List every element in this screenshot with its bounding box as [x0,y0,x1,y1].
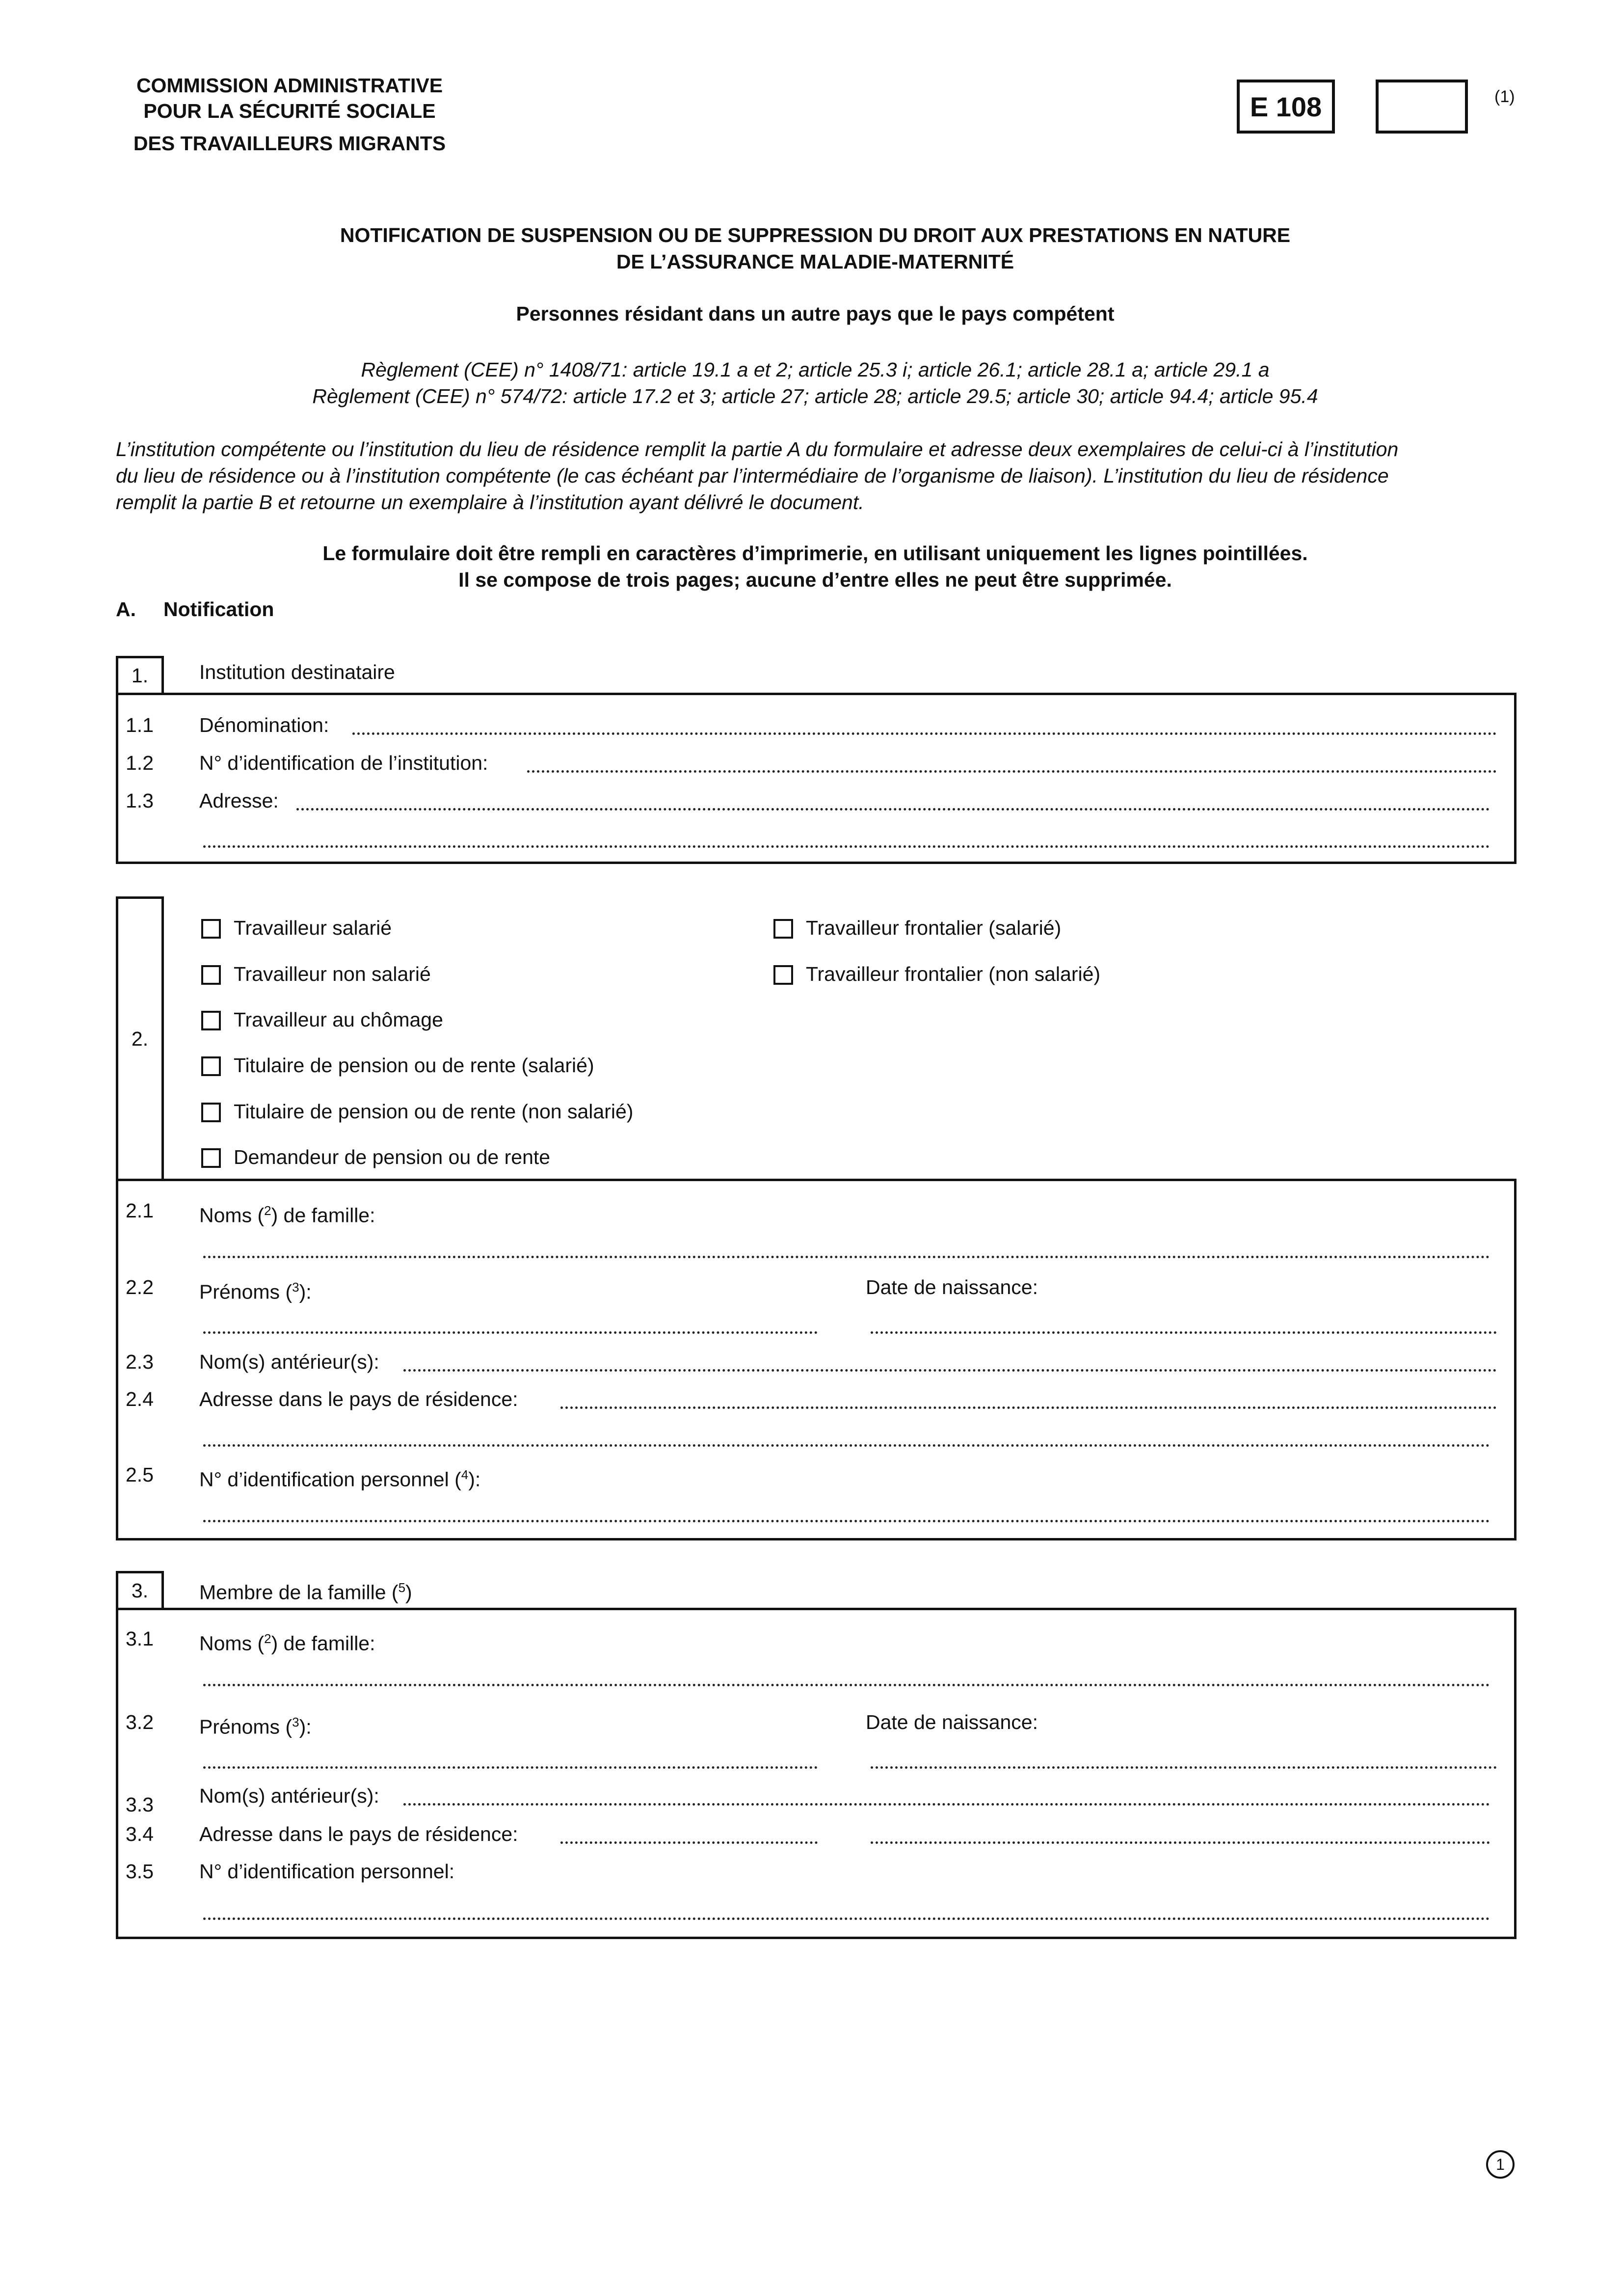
checkbox-pension-non-salarie[interactable] [201,1103,221,1122]
field-2-5-label-a: N° d’identification personnel [199,1468,449,1491]
field-3-3-label: Nom(s) antérieur(s): [199,1784,379,1807]
field-1-3-label: Adresse: [199,789,279,812]
intro-paragraph [116,436,1517,515]
field-1-2-label: N° d’identification de l’institution: [199,752,488,774]
member-former-names-input[interactable] [403,1803,1490,1806]
org-line-3: DES TRAVAILLEURS MIGRANTS [133,132,446,155]
institution-address-input-2[interactable] [203,845,1490,848]
field-2-4-label: Adresse dans le pays de résidence: [199,1388,518,1410]
label-demandeur-pension: Demandeur de pension ou de rente [234,1146,551,1168]
footnote-ref-2b: 2 [264,1631,271,1646]
instructions-line-1: Le formulaire doit être rempli en caractères d’imprimerie, en utilisant uniquement les lignes pointillées. [322,542,1308,565]
section-2-number: 2. [116,896,164,1181]
field-3-2-label-a: Prénoms [199,1715,280,1738]
field-3-1-label-b: de famille: [283,1632,375,1655]
field-2-2-label: Prénoms ($^3$): [199,1280,312,1303]
form-title-line-2: DE L’ASSURANCE MALADIE-MATERNITÉ [616,250,1014,273]
page-number: 1 [1486,2150,1515,2179]
field-2-5-label: N° d’identification personnel ($^4$): [199,1467,481,1491]
form-title-line-1: NOTIFICATION DE SUSPENSION OU DE SUPPRESSION DU DROIT AUX PRESTATIONS EN NATURE [340,224,1291,246]
section-3-title-text: Membre de la famille [199,1581,386,1604]
field-3-2-number: 3.2 [126,1711,154,1733]
label-travailleur-non-salarie: Travailleur non salarié [234,963,431,985]
field-2-1-label-a: Noms [199,1204,252,1227]
worker-address-input-1[interactable] [560,1406,1497,1409]
member-birthdate-input[interactable] [871,1766,1497,1769]
field-3-2-label: Prénoms ($^3$): [199,1715,312,1738]
worker-birthdate-input[interactable] [871,1331,1497,1334]
label-pension-salarie: Titulaire de pension ou de rente (salarié) [234,1054,594,1077]
label-pension-non-salarie: Titulaire de pension ou de rente (non salarié) [234,1100,634,1123]
section-3-title: Membre de la famille ($^5$) [199,1580,412,1604]
section-1-title: Institution destinataire [199,661,395,683]
footnote-ref-1: (1) [1494,87,1515,106]
checkbox-travailleur-salarie[interactable] [201,919,221,939]
regulation-line-2: Règlement (CEE) n° 574/72: article 17.2 et 3; article 27; article 28; article 29.5; article 30; article 94.4; article 95.4 [312,385,1318,407]
issuing-commission [118,73,461,156]
section-a-heading [116,598,274,621]
member-personal-id-input[interactable] [203,1918,1490,1920]
field-3-1-label-a: Noms [199,1632,252,1655]
instructions-line-2: Il se compose de trois pages; aucune d’entre elles ne peut être supprimée. [458,568,1172,591]
field-3-3-number: 3.3 [126,1793,154,1816]
regulation-line-1: Règlement (CEE) n° 1408/71: article 19.1 a et 2; article 25.3 i; article 26.1; article 28.1 a; article 29.1 a [361,358,1270,381]
footnote-ref-2: 2 [264,1203,271,1218]
org-line-1: COMMISSION ADMINISTRATIVE [136,74,443,97]
worker-address-input-2[interactable] [203,1444,1490,1447]
field-2-4-number: 2.4 [126,1388,154,1410]
worker-firstname-input[interactable] [203,1331,818,1334]
section-a-letter: A. [116,598,136,621]
field-2-1-number: 2.1 [126,1199,154,1222]
section-a-title: Notification [163,598,274,621]
worker-former-names-input[interactable] [403,1369,1497,1372]
section-1-number: 1. [116,656,164,695]
member-address-input-2[interactable] [871,1841,1490,1844]
label-frontalier-salarie: Travailleur frontalier (salarié) [806,917,1062,939]
field-2-2-label-b: ): [299,1280,312,1303]
footnote-ref-3: 3 [292,1280,299,1295]
field-2-2-number: 2.2 [126,1276,154,1298]
institution-id-input[interactable] [527,770,1497,773]
member-address-input-1[interactable] [560,1841,818,1844]
section-3-box [116,1608,1517,1939]
label-frontalier-non-salarie: Travailleur frontalier (non salarié) [806,963,1101,985]
field-3-4-label: Adresse dans le pays de résidence: [199,1823,518,1845]
field-2-2-label-a: Prénoms [199,1280,280,1303]
field-1-2-number: 1.2 [126,752,154,774]
label-travailleur-salarie: Travailleur salarié [234,917,392,939]
field-3-1-label: Noms ($^2$) de famille: [199,1631,375,1655]
field-3-1-number: 3.1 [126,1627,154,1650]
field-2-5-number: 2.5 [126,1463,154,1486]
member-firstname-input[interactable] [203,1766,818,1769]
intro-line-3: remplit la partie B et retourne un exemplaire à l’institution ayant délivré le document. [116,491,864,513]
intro-line-2: du lieu de résidence ou à l’institution compétente (le cas échéant par l’intermédiaire de l’organisme de liaison). L’institution du lieu de résidence [116,464,1389,487]
footnote-ref-3b: 3 [292,1715,299,1729]
worker-personal-id-input[interactable] [203,1520,1490,1522]
country-code-box[interactable] [1376,80,1468,134]
field-3-4-number: 3.4 [126,1823,154,1845]
footnote-ref-5: 5 [398,1580,406,1595]
footnote-ref-4: 4 [461,1467,469,1482]
checkbox-pension-salarie[interactable] [201,1056,221,1076]
intro-line-1: L’institution compétente ou l’institution du lieu de résidence remplit la partie A du formulaire et adresse deux exemplaires de celui-ci à l’institution [116,438,1399,460]
field-1-3-number: 1.3 [126,789,154,812]
field-1-1-number: 1.1 [126,714,154,736]
field-2-3-label: Nom(s) antérieur(s): [199,1351,379,1373]
form-subtitle: Personnes résidant dans un autre pays que le pays compétent [516,302,1115,325]
label-travailleur-chomage: Travailleur au chômage [234,1008,443,1031]
field-3-5-label: N° d’identification personnel: [199,1860,455,1883]
checkbox-travailleur-chomage[interactable] [201,1011,221,1030]
section-3-number: 3. [116,1571,164,1610]
checkbox-travailleur-non-salarie[interactable] [201,965,221,985]
field-3-5-number: 3.5 [126,1860,154,1883]
field-3-2-date-label: Date de naissance: [866,1711,1038,1733]
checkbox-frontalier-salarie[interactable] [773,919,793,939]
field-2-3-number: 2.3 [126,1351,154,1373]
org-line-2: POUR LA SÉCURITÉ SOCIALE [143,100,436,122]
field-2-1-label: Noms ($^2$) de famille: [199,1203,375,1227]
worker-surname-input[interactable] [203,1256,1490,1258]
field-2-2-date-label: Date de naissance: [866,1276,1038,1298]
member-surname-input[interactable] [203,1684,1490,1686]
institution-address-input-1[interactable] [296,808,1490,810]
field-3-2-label-b: ): [299,1715,312,1738]
checkbox-frontalier-non-salarie[interactable] [773,965,793,985]
form-code-box: E 108 [1237,80,1335,134]
field-1-1-label: Dénomination: [199,714,329,736]
checkbox-demandeur-pension[interactable] [201,1148,221,1168]
field-2-5-label-b: ): [468,1468,481,1491]
field-2-1-label-b: de famille: [283,1204,375,1227]
denomination-input[interactable] [352,732,1497,735]
